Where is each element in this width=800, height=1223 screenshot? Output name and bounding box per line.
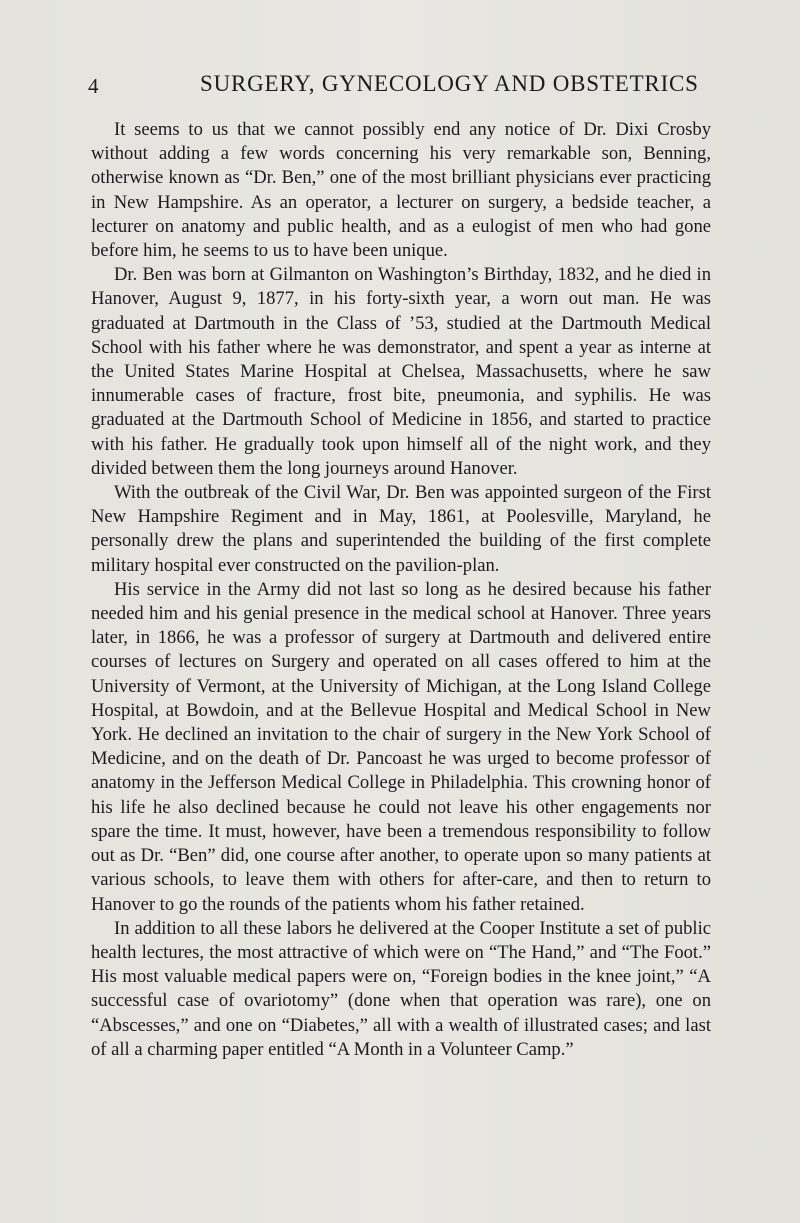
paragraph: His service in the Army did not last so long as he desired because his father needed him and his genial presence in the medical school at Hanover. Three years later, in 1866, he was a professor of surgery at Dartmouth and delivered entire courses of lectures on Surgery and operated on all cases offered to him at the University of Vermont, at the University of Michigan, at the Long Island College Hospital, at Bowdoin, and at the Bellevue Hospital and Medical School in New York. He declined an invitation to the chair of surgery in the New York School of Medicine, and on the death of Dr. Pancoast he was urged to become professor of anatomy in the Jefferson Medical College in Philadelphia. This crowning honor of his life he also declined because he could not leave his other engagements nor spare the time. It must, however, have been a tremendous responsibility to follow out as Dr. “Ben” did, one course after another, to operate upon so many patients at various schools, to leave them with others for after-care, and then to return to Hanover to go the rounds of the patients whom his father retained. [91, 578, 711, 915]
paragraph: With the outbreak of the Civil War, Dr. Ben was appointed surgeon of the First New Hampshire Regiment and in May, 1861, at Poolesville, Maryland, he personally drew the plans and superintended the building of the first complete military hospital ever constructed on the pavilion-plan. [91, 482, 711, 576]
paragraph: Dr. Ben was born at Gilmanton on Washington’s Birthday, 1832, and he died in Hanover, August 9, 1877, in his forty-sixth year, a worn out man. He was graduated at Dartmouth in the Class of ’53, studied at the Dartmouth Medical School with his father where he was demonstrator, and spent a year as interne at the United States Marine Hospital at Chelsea, Massachusetts, where he saw innumerable cases of fracture, frost bite, pneumonia, and syphilis. He was graduated at the Dartmouth School of Medicine in 1856, and started to practice with his father. He gradually took upon himself all of the night work, and they divided between them the long journeys around Hanover. [91, 264, 711, 479]
paragraph: In addition to all these labors he delivered at the Cooper Institute a set of public health lectures, the most attractive of which were on “The Hand,” and “The Foot.” His most valuable medical papers were on, “Foreign bodies in the knee joint,” “A successful case of ovariotomy” (done when that operation was rare), one on “Abscesses,” and one on “Diabetes,” all with a wealth of illustrated cases; and last of all a charming paper entitled “A Month in a Volunteer Camp.” [91, 917, 711, 1060]
page-number: 4 [88, 74, 99, 98]
paragraph: It seems to us that we cannot possibly end any notice of Dr. Dixi Crosby without adding a few words concerning his very remarkable son, Benning, otherwise known as “Dr. Ben,” one of the most brilliant physicians ever practicing in New Hampshire. As an operator, a lecturer on surgery, a bedside teacher, a lecturer on anatomy and public health, and as a eulogist of men who had gone before him, he seems to us to have been unique. [91, 119, 711, 262]
page-header [0, 68, 800, 102]
running-head: SURGERY, GYNECOLOGY AND OBSTETRICS [200, 71, 699, 96]
body-text [91, 118, 711, 1062]
